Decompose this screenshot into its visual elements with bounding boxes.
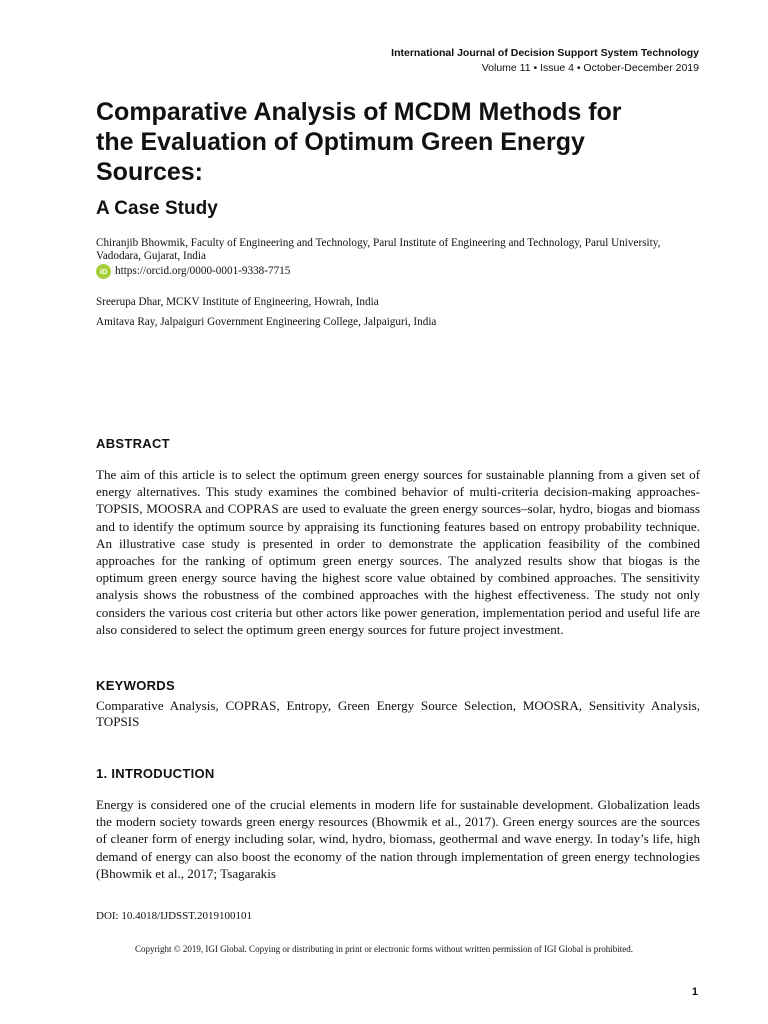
paper-title: Comparative Analysis of MCDM Methods for the Evaluation of Optimum Green Energy Sources: — [96, 98, 622, 186]
author-3: Amitava Ray, Jalpaiguri Government Engineering College, Jalpaiguri, India — [96, 316, 437, 328]
journal-header — [199, 46, 699, 76]
keywords-heading: KEYWORDS — [96, 678, 175, 693]
journal-name: International Journal of Decision Support System Technology — [391, 47, 699, 59]
copyright-notice: Copyright © 2019, IGI Global. Copying or distributing in print or electronic forms without written permission of IGI Global is prohibited. — [134, 944, 634, 954]
keywords-text: Comparative Analysis, COPRAS, Entropy, Green Energy Source Selection, MOOSRA, Sensitivity Analysis, TOPSIS — [96, 698, 700, 729]
paper-subtitle: A Case Study — [96, 198, 218, 219]
journal-issue: Volume 11 • Issue 4 • October-December 2019 — [481, 62, 699, 74]
author-2: Sreerupa Dhar, MCKV Institute of Engineering, Howrah, India — [96, 296, 379, 308]
orcid-link[interactable]: https://orcid.org/0000-0001-9338-7715 — [115, 265, 291, 277]
orcid-icon: iD — [96, 264, 111, 279]
author-block — [96, 237, 700, 279]
introduction-heading: 1. INTRODUCTION — [96, 766, 215, 781]
orcid-line — [96, 264, 700, 279]
abstract-heading: ABSTRACT — [96, 436, 170, 451]
introduction-text: Energy is considered one of the crucial elements in modern life for sustainable development. Globalization leads the modern society towards green energy resources (Bhowmik et al., 2017). Green energy sources are the sources of cleaner form of energy including solar, wind, hydro, biomass, geothermal and wave energy. In today’s life, high demand of energy can also boost the economy of the nation through implementation of green energy technologies (Bhowmik et al., 2017; Tsagarakis — [96, 797, 700, 881]
author-1: Chiranjib Bhowmik, Faculty of Engineering and Technology, Parul Institute of Engineering and Technology, Parul University, Vadodara, Gujarat, India — [96, 237, 661, 262]
page-number: 1 — [691, 986, 698, 998]
doi[interactable]: DOI: 10.4018/IJDSST.2019100101 — [96, 910, 252, 922]
abstract-text: The aim of this article is to select the optimum green energy sources for sustainable planning from a given set of energy alternatives. This study examines the combined behavior of multi-criteria decision-making approaches-TOPSIS, MOOSRA and COPRAS are used to evaluate the green energy sources–solar, hydro, biogas and biomass and to identify the optimum source by appraising its functioning features based on entropy probability technique. An illustrative case study is presented in order to demonstrate the application feasibility of the combined approaches for the ranking of optimum green energy sources. The analyzed results show that biogas is the optimum green energy source having the highest score value obtained by combined approaches. The sensitivity analysis shows the robustness of the combined approaches with the highest effectiveness. The study not only considers the various cost criteria but other actors like power generation, implementation period and useful life are also considered to select the optimum green energy sources for future project investment. — [96, 467, 700, 637]
